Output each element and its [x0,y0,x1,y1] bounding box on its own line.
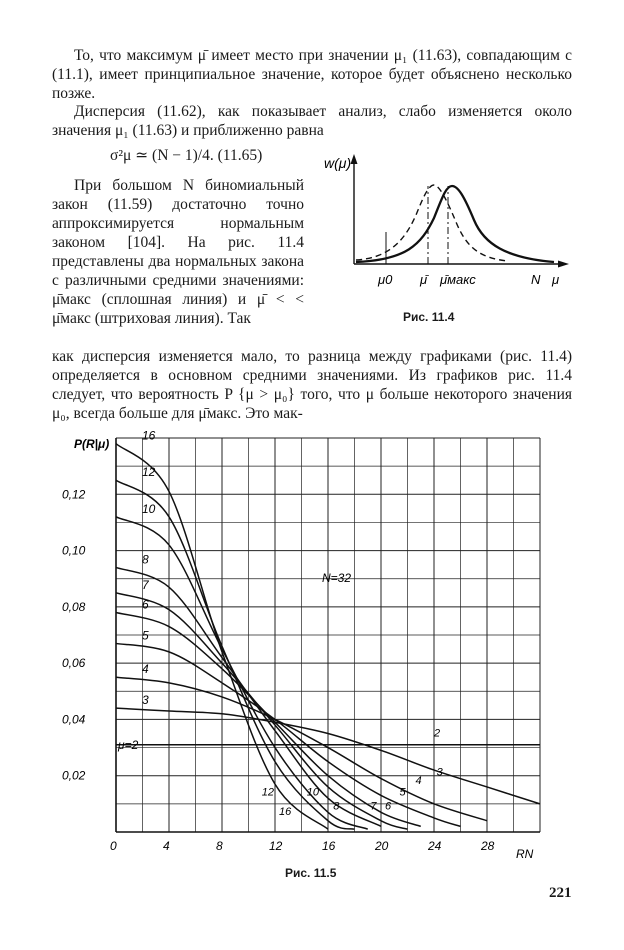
series-curve-5 [116,643,461,826]
fig114-label-N: N [531,272,541,287]
x-tick-label: 0 [110,839,117,853]
chart-xlabel: RN [516,847,534,860]
series-label-right: 8 [333,800,340,813]
x-tick-label: 16 [322,839,336,853]
y-tick-label: 0,10 [62,543,86,558]
series-label-left: 5 [142,628,149,643]
x-tick-label: 28 [481,839,495,853]
y-tick-label: 0,04 [62,712,86,727]
y-tick-label: 0,08 [62,599,86,614]
series-label-right: 2 [434,727,441,740]
fig114-y-arrow [351,154,358,164]
fig115-caption: Рис. 11.5 [285,866,337,880]
chart-ylabel: P(R|μ) [74,437,110,451]
series-label-right: 16 [278,806,292,819]
figure-11-5-chart [60,430,580,860]
x-tick-label: 12 [269,839,283,853]
paragraph-3: При большом N биномиальный закон (11.59) достаточно точно аппроксимируется нормальным законом [104]. На рис. 11.4 представлены два нормальных закона с различными средними значениями: μ̄макс (сплошная линия) и μ̄ < < μ̄макс (штриховая линия). Так [52,177,304,327]
series-label-left: 4 [142,662,149,677]
series-label-right: 4 [415,775,422,788]
series-label-left: 16 [142,430,156,443]
series-label-right: 3 [436,766,443,779]
paragraph-4: как дисперсия изменяется мало, то разница между графиками (рис. 11.4) определяется в основном средними значениями. Из графиков рис. 11.4 следует, что вероятность P {μ > μ₀} того, что μ больше некоторого значения μ₀, всегда больше для μ̄макс. Это мак- [52,348,572,422]
fig114-label-mumax: μ̄макс [440,272,476,287]
fig114-label-mubar: μ̄ [420,272,428,287]
x-tick-label: 8 [216,839,223,853]
fig114-label-mu0: μ0 [378,272,393,287]
series-label-right: 12 [261,786,274,799]
chart-annotation: N=32 [322,571,352,585]
series-label-left: 7 [142,577,149,592]
series-label-right: 7 [370,800,377,813]
chart-tick-labels [62,487,495,853]
series-label-left: 12 [142,465,156,480]
y-tick-label: 0,12 [62,487,86,502]
chart-series-labels [117,430,444,818]
series-curve-10 [116,517,368,829]
fig114-x-arrow [558,261,569,268]
page-number: 221 [549,885,572,901]
paragraph-1: То, что максимум μ̄ имеет место при значении μ₁ (11.63), совпадающим с (11.1), имеет принципиальное значение, которое будет объяснено несколько позже. [52,47,572,102]
fig114-caption: Рис. 11.4 [403,310,455,324]
fig114-label-mu: μ [552,272,560,287]
chart-grid [116,438,540,832]
y-tick-label: 0,02 [62,768,86,783]
y-tick-label: 0,06 [62,656,86,671]
series-label-right: 5 [399,786,406,799]
x-tick-label: 24 [428,839,442,853]
series-label-left: 3 [142,693,149,708]
fig114-ylabel: w(μ) [324,155,352,171]
series-label-right: 6 [384,800,392,813]
x-tick-label: 4 [163,839,170,853]
series-label-left: 8 [142,552,149,567]
formula-11-65: σ²μ ≃ (N − 1)/4. (11.65) [110,147,263,164]
series-label-left: 10 [142,501,156,516]
series-label-right: 10 [306,786,320,799]
x-tick-label: 20 [375,839,389,853]
series-label-left: 6 [142,597,149,612]
series-label-left: μ=2 [118,737,139,752]
paragraph-2: Дисперсия (11.62), как показывает анализ, слабо изменяется около значения μ₁ (11.63) и приближенно равна [52,103,572,139]
